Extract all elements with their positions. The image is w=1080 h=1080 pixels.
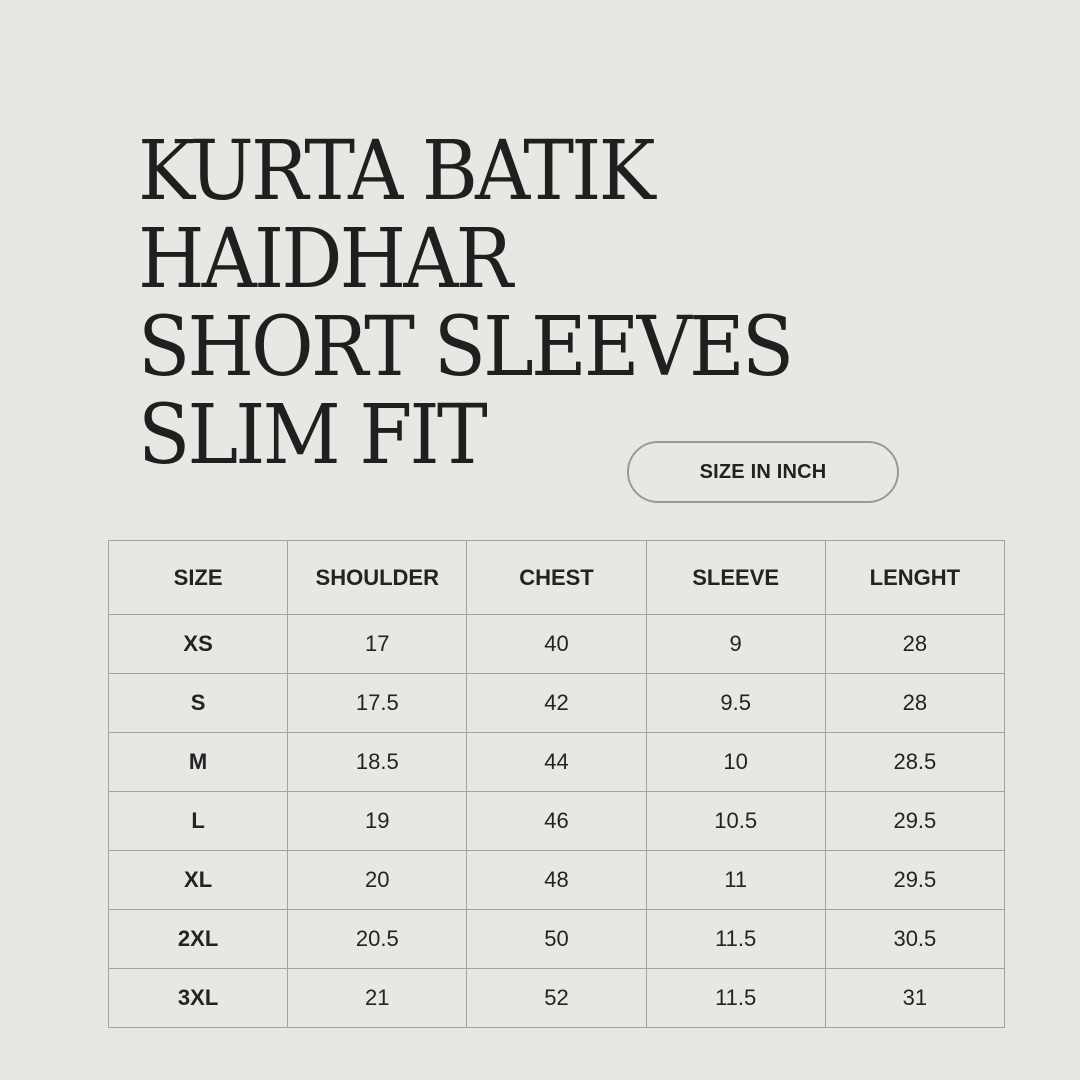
sleeve-cell: 9.5 — [646, 674, 825, 733]
size-unit-badge: SIZE IN INCH — [627, 441, 899, 503]
sleeve-cell: 11.5 — [646, 969, 825, 1028]
chest-cell: 50 — [467, 910, 646, 969]
product-title — [138, 124, 792, 483]
chest-cell: 46 — [467, 792, 646, 851]
header-length: LENGHT — [825, 541, 1004, 615]
header-size: SIZE — [109, 541, 288, 615]
header-row — [109, 541, 1005, 615]
table-row — [109, 851, 1005, 910]
size-chart-table — [108, 540, 1005, 1028]
chest-cell: 42 — [467, 674, 646, 733]
sleeve-cell: 10 — [646, 733, 825, 792]
size-cell: M — [109, 733, 288, 792]
sleeve-cell: 11 — [646, 851, 825, 910]
length-cell: 31 — [825, 969, 1004, 1028]
table-row — [109, 733, 1005, 792]
size-cell: 2XL — [109, 910, 288, 969]
chest-cell: 44 — [467, 733, 646, 792]
size-cell: XL — [109, 851, 288, 910]
table-row — [109, 969, 1005, 1028]
table-header — [109, 541, 1005, 615]
title-line-2: HAIDHAR — [138, 212, 511, 307]
size-cell: XS — [109, 615, 288, 674]
shoulder-cell: 17.5 — [288, 674, 467, 733]
header-shoulder: SHOULDER — [288, 541, 467, 615]
length-cell: 29.5 — [825, 851, 1004, 910]
sleeve-cell: 11.5 — [646, 910, 825, 969]
chest-cell: 48 — [467, 851, 646, 910]
length-cell: 29.5 — [825, 792, 1004, 851]
length-cell: 28 — [825, 615, 1004, 674]
table-body — [109, 615, 1005, 1028]
size-cell: 3XL — [109, 969, 288, 1028]
shoulder-cell: 20.5 — [288, 910, 467, 969]
table-row — [109, 910, 1005, 969]
title-line-3: SHORT SLEEVES — [138, 300, 792, 395]
table-row — [109, 674, 1005, 733]
size-cell: L — [109, 792, 288, 851]
shoulder-cell: 17 — [288, 615, 467, 674]
chest-cell: 40 — [467, 615, 646, 674]
shoulder-cell: 18.5 — [288, 733, 467, 792]
sleeve-cell: 9 — [646, 615, 825, 674]
chest-cell: 52 — [467, 969, 646, 1028]
title-line-4: SLIM FIT — [138, 388, 485, 483]
length-cell: 30.5 — [825, 910, 1004, 969]
shoulder-cell: 21 — [288, 969, 467, 1028]
header-chest: CHEST — [467, 541, 646, 615]
header-sleeve: SLEEVE — [646, 541, 825, 615]
sleeve-cell: 10.5 — [646, 792, 825, 851]
title-line-1: KURTA BATIK — [138, 124, 653, 219]
shoulder-cell: 20 — [288, 851, 467, 910]
table-row — [109, 792, 1005, 851]
length-cell: 28 — [825, 674, 1004, 733]
size-cell: S — [109, 674, 288, 733]
shoulder-cell: 19 — [288, 792, 467, 851]
table-row — [109, 615, 1005, 674]
length-cell: 28.5 — [825, 733, 1004, 792]
